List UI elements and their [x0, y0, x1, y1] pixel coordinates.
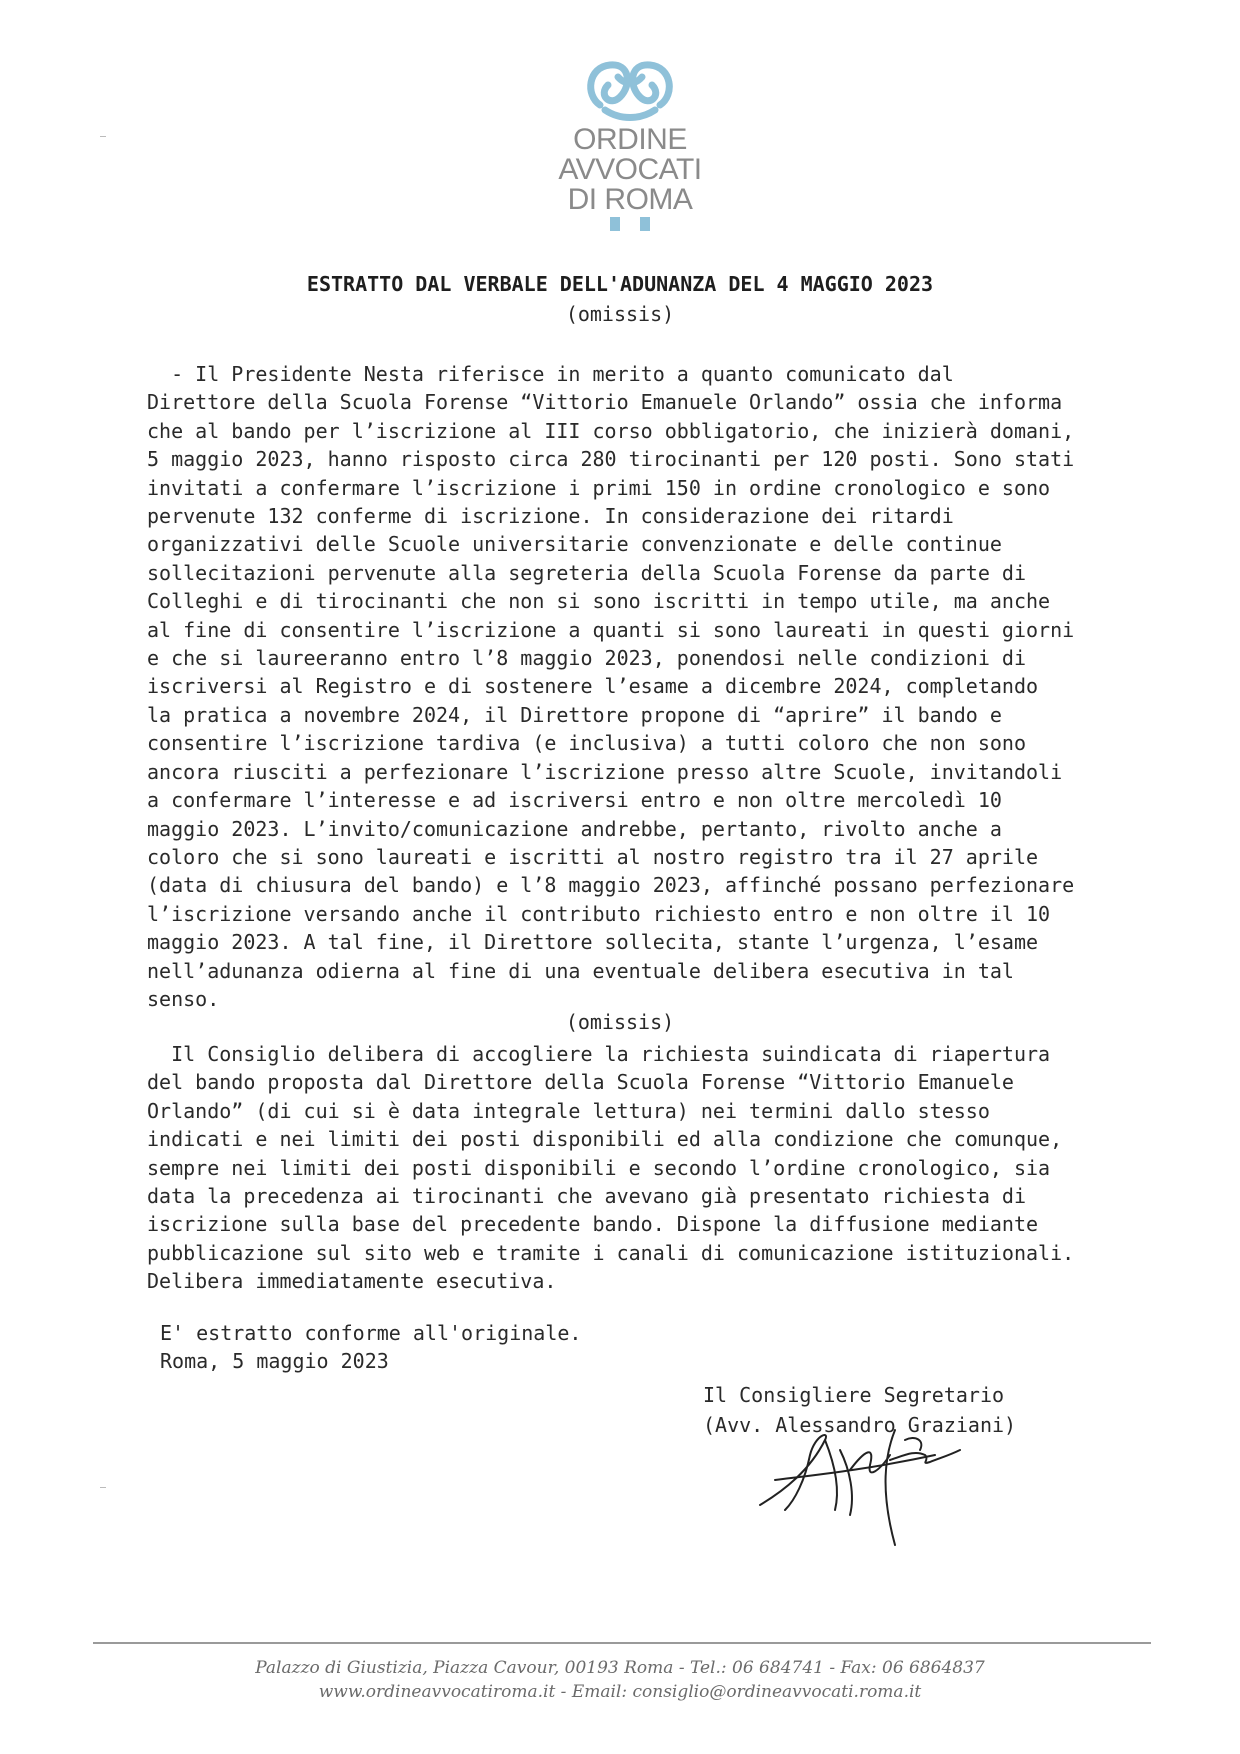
text-line: l’iscrizione versando anche il contributo richiesto entro e non oltre il 10: [147, 901, 1051, 926]
logo-line-2: AVVOCATI: [558, 153, 702, 186]
text-line: Orlando” (di cui si è data integrale lettura) nei termini dallo stesso: [147, 1098, 990, 1123]
text-line: ancora riusciti a perfezionare l’iscrizione presso altre Scuole, invitandoli: [147, 759, 1063, 784]
text-line: (data di chiusura del bando) e l’8 maggio 2023, affinché possano perfezionare: [147, 873, 1075, 898]
margin-mark: [100, 1487, 106, 1488]
omissis-top: (omissis): [565, 302, 675, 326]
text-line: del bando proposta dal Direttore della Scuola Forense “Vittorio Emanuele: [147, 1070, 1014, 1095]
text-line: Il Consiglio delibera di accogliere la richiesta suindicata di riapertura: [147, 1042, 1051, 1066]
signer-role: Il Consigliere Segretario: [703, 1383, 1005, 1407]
text-line: indicati e nei limiti dei posti disponibili ed alla condizione che comunque,: [147, 1127, 1063, 1152]
text-line: Delibera immediatamente esecutiva.: [147, 1269, 557, 1294]
text-line: maggio 2023. L’invito/comunicazione andrebbe, pertanto, rivolto anche a: [147, 816, 1002, 841]
knot-emblem-icon: [580, 55, 680, 125]
text-line: al fine di consentire l’iscrizione a quanti si sono laureati in questi giorni: [147, 617, 1075, 642]
footer-contacts: www.ordineavvocatiroma.it - Email: consiglio@ordineavvocati.roma.it: [318, 1682, 922, 1702]
text-line: iscriversi al Registro e di sostenere l’esame a dicembre 2024, completando: [147, 674, 1039, 699]
text-line: organizzativi delle Scuole universitarie convenzionate e delle continue: [147, 532, 1002, 557]
document-title: ESTRATTO DAL VERBALE DELL'ADUNANZA DEL 4 MAGGIO 2023: [306, 272, 934, 296]
handwritten-signature: [755, 1410, 995, 1550]
closing-conformity: E' estratto conforme all'originale.: [160, 1321, 582, 1345]
text-line: consentire l’iscrizione tardiva (e inclusiva) a tutti coloro che non sono: [147, 731, 1026, 756]
logo-columns-icon: [600, 215, 660, 231]
margin-mark: [100, 136, 106, 137]
text-line: Direttore della Scuola Forense “Vittorio Emanuele Orlando” ossia che informa: [147, 390, 1063, 415]
text-line: iscrizione sulla base del precedente bando. Dispone la diffusione mediante: [147, 1212, 1039, 1237]
paragraph-2: [147, 1040, 1132, 1296]
omissis-middle: (omissis): [565, 1010, 675, 1034]
footer-divider: [93, 1642, 1151, 1644]
paragraph-1: [147, 360, 1132, 1013]
text-line: 5 maggio 2023, hanno risposto circa 280 tirocinanti per 120 posti. Sono stati: [147, 447, 1075, 472]
text-line: coloro che si sono laureati e iscritti al nostro registro tra il 27 aprile: [147, 844, 1039, 869]
text-line: che al bando per l’iscrizione al III corso obbligatorio, che inizierà domani,: [147, 418, 1075, 443]
text-line: pubblicazione sul sito web e tramite i canali di comunicazione istituzionali.: [147, 1240, 1075, 1265]
text-line: a confermare l’interesse e ad iscriversi entro e non oltre mercoledì 10: [147, 788, 1002, 813]
footer-address: Palazzo di Giustizia, Piazza Cavour, 00193 Roma - Tel.: 06 684741 - Fax: 06 6864837: [255, 1658, 985, 1678]
text-line: nell’adunanza odierna al fine di una eventuale delibera esecutiva in tal: [147, 958, 1014, 983]
text-line: sollecitazioni pervenute alla segreteria della Scuola Forense da parte di: [147, 560, 1026, 585]
text-line: senso.: [147, 986, 220, 1011]
logo: [545, 55, 715, 235]
logo-line-1: ORDINE: [573, 123, 687, 156]
text-line: e che si laureeranno entro l’8 maggio 2023, ponendosi nelle condizioni di: [147, 646, 1026, 671]
text-line: Colleghi e di tirocinanti che non si sono iscritti in tempo utile, ma anche: [147, 589, 1051, 614]
text-line: pervenute 132 conferme di iscrizione. In considerazione dei ritardi: [147, 504, 954, 529]
signer-name: (Avv. Alessandro Graziani): [703, 1413, 1017, 1437]
text-line: maggio 2023. A tal fine, il Direttore sollecita, stante l’urgenza, l’esame: [147, 930, 1039, 955]
closing-place-date: Roma, 5 maggio 2023: [160, 1349, 389, 1373]
text-line: data la precedenza ai tirocinanti che avevano già presentato richiesta di: [147, 1184, 1026, 1209]
text-line: la pratica a novembre 2024, il Direttore propone di “aprire” il bando e: [147, 702, 1002, 727]
text-line: invitati a confermare l’iscrizione i primi 150 in ordine cronologico e sono: [147, 475, 1051, 500]
logo-line-3: DI ROMA: [567, 183, 693, 216]
text-line: sempre nei limiti dei posti disponibili e secondo l’ordine cronologico, sia: [147, 1155, 1051, 1180]
text-line: - Il Presidente Nesta riferisce in merito a quanto comunicato dal: [147, 362, 954, 386]
